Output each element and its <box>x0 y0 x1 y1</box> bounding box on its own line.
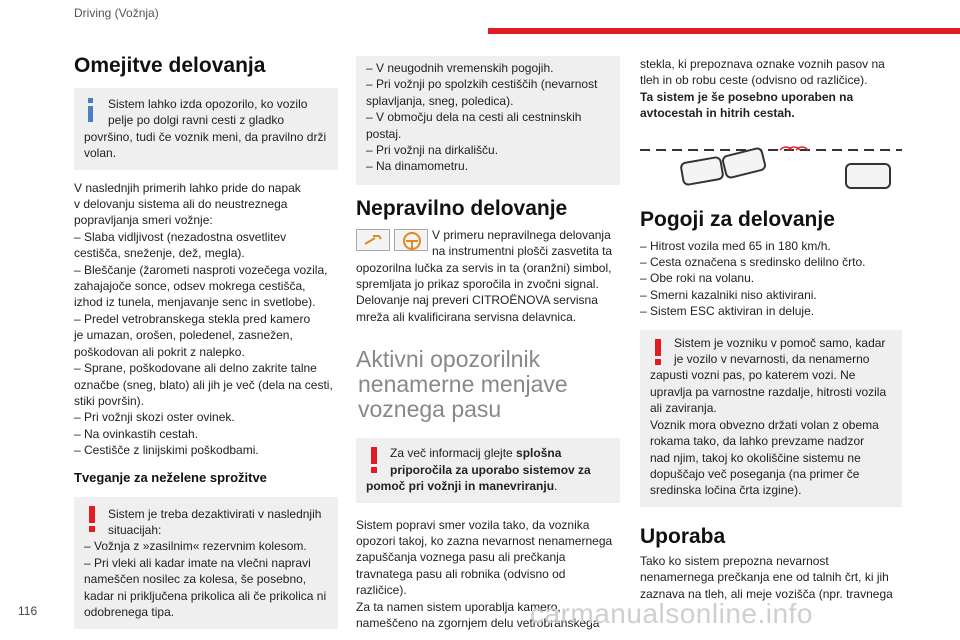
text-line: zahajajoče sonce, odsev mokrega cestišča, <box>74 279 306 294</box>
list-line: – Smerni kazalniki niso aktivirani. <box>640 287 817 302</box>
warning-text-line: rokama tako, da lahko prevzame nadzor <box>650 434 865 449</box>
warning-text-line: dopuščajo več poseganja (na primer če <box>650 466 860 481</box>
warning-text-line: je vozilo v nevarnosti, da nenamerno <box>674 352 870 367</box>
note-text-line: pomoč pri vožnji in manevriranju. <box>366 479 558 494</box>
service-warning-icon <box>356 229 390 251</box>
subtitle-unwanted-triggers: Tveganje za neželene sprožitve <box>74 469 267 485</box>
list-line: – V neugodnih vremenskih pogojih. <box>366 61 554 75</box>
list-line: – Hitrost vozila med 65 in 180 km/h. <box>640 238 831 253</box>
text-line: je umazan, orošen, poledenel, zasnežen, <box>74 328 293 343</box>
info-text-line: pelje po dolgi ravni cesti z gladko <box>108 113 285 128</box>
text-line: izhod iz tunela, menjavanje senc in svetlobe). <box>74 295 316 310</box>
text-line: Tako ko sistem prepozna nevarnost <box>640 553 829 568</box>
warning-box <box>640 330 902 507</box>
warning-text-line: – Vožnja z »zasilnim« rezervnim kolesom. <box>84 539 307 554</box>
text-line: spremljata jo prikaz sporočila in zvočni signal. <box>356 277 599 292</box>
text-line: v delovanju sistema ali do neustreznega <box>74 197 288 212</box>
warning-text-line: nad njim, takoj ko okoliščine sistemu ne <box>650 450 861 465</box>
title-line: Aktivni opozorilnik <box>356 346 541 373</box>
warning-text-line: odobrenega tipa. <box>84 604 175 619</box>
list-line: – Cesta označena s sredinsko delilno črto. <box>640 255 866 270</box>
text-line: V naslednjih primerih lahko pride do napak <box>74 180 301 195</box>
warning-text-line: situacijah: <box>108 522 162 537</box>
warning-text-line: zapusti vozni pas, po katerem vozi. Ne <box>650 368 856 383</box>
text-line: – Na ovinkastih cestah. <box>74 426 199 441</box>
text-line: mreža ali kvalificirana servisna delavnica. <box>356 309 577 324</box>
warning-text-line: Sistem je vozniku v pomoč samo, kadar <box>674 335 886 350</box>
lane-fault-icon <box>394 229 428 251</box>
note-text-line: priporočila za uporabo sistemov za <box>390 462 591 477</box>
text-line: Sistem popravi smer vozila tako, da voznika <box>356 517 590 532</box>
list-line: – V območju dela na cesti ali cestninskih <box>366 110 582 125</box>
warning-box <box>74 497 338 630</box>
warning-text-line: kadar ni priključena prikolica ali če prikolica ni <box>84 588 327 603</box>
fault-paragraph <box>356 227 620 325</box>
text-line: opozorilna lučka za servis in ta (oranžni) simbol, <box>356 260 612 275</box>
title-line: nenamerne menjave <box>358 371 568 398</box>
section-title-use: Uporaba <box>640 524 726 548</box>
text-line: travnatega pasu ali robnika (odvisno od <box>356 566 566 581</box>
list-line: – Pri vožnji po spolzkih cestiščih (nevarnost <box>366 77 598 92</box>
info-text-line: Sistem lahko izda opozorilo, ko vozilo <box>108 97 308 111</box>
text-line: na instrumentni plošči zasvetita ta <box>432 244 613 259</box>
list-line: splavljanja, sneg, poledica). <box>366 93 514 108</box>
conditions-list <box>640 238 902 320</box>
limitations-paragraph <box>74 180 338 459</box>
text-line: – Cestišče z linijskimi poškodbami. <box>74 443 259 458</box>
column-2 <box>356 56 620 631</box>
warning-text-line: sredinska ločina črta izgine). <box>650 483 802 498</box>
page-number: 116 <box>18 604 38 618</box>
text-line: poškodovan ali pokrit z nalepko. <box>74 344 245 359</box>
warning-text-line: upravlja pa varnostne razdalje, hitrosti vozila <box>650 384 887 399</box>
text-line: opozori takoj, ko zazna nevarnost nenamernega <box>356 533 613 548</box>
section-title-fault: Nepravilno delovanje <box>356 196 568 220</box>
text-line: tleh in ob robu ceste (odvisno od različice). <box>640 73 868 88</box>
warning-text-line: ali zaviranja. <box>650 401 717 416</box>
text-line: nenamernega prečkanja ene od talnih črt, ki jih <box>640 570 889 585</box>
text-line: različice). <box>356 583 407 598</box>
column-1 <box>74 48 338 629</box>
text-line: Za ta namen sistem uporablja kamero, <box>356 599 561 614</box>
column-3 <box>640 48 902 602</box>
text-line: – Bleščanje (žarometi nasproti vozečega vozila, <box>74 262 328 277</box>
text-line: zaznava na tleh, ali meje vozišča (npr. travnega <box>640 586 893 601</box>
warning-icon <box>370 447 378 473</box>
warning-icon <box>88 506 96 532</box>
text-line: stiki površin). <box>74 393 145 408</box>
info-box <box>74 88 338 170</box>
text-line: V primeru nepravilnega delovanja <box>432 227 611 242</box>
intro-paragraph <box>640 56 902 122</box>
warning-text-line: – Pri vleki ali kadar imate na vlečni napravi <box>84 555 311 570</box>
text-line: stekla, ki prepoznava oznake voznih pasov na <box>640 57 885 71</box>
list-line: postaj. <box>366 126 402 141</box>
list-line: – Sistem ESC aktiviran in deluje. <box>640 304 815 319</box>
section-title-limits: Omejitve delovanja <box>74 54 266 77</box>
header-title: Driving (Vožnja) <box>74 6 159 20</box>
use-paragraph <box>640 553 902 602</box>
watermark: carmanualsonline.info <box>530 598 813 629</box>
warning-text-line: Sistem je treba dezaktivirati v naslednjih <box>108 506 322 521</box>
text-line: – Slaba vidljivost (nezadostna osvetlitev <box>74 229 287 244</box>
text-line: popravljanja smeri vožnje: <box>74 213 213 228</box>
header-accent-bar <box>488 28 960 34</box>
text-line: – Sprane, poškodovane ali delno zakrite talne <box>74 361 317 376</box>
text-line: – Pri vožnji skozi oster ovinek. <box>74 410 235 425</box>
text-line: cestišča, sneženje, dež, megla). <box>74 246 245 261</box>
text-line: označbe (sneg, blato) ali jih je več (dela na cesti, <box>74 377 333 392</box>
warning-text-line: nameščen nosilec za kolesa, še posebno, <box>84 572 307 587</box>
info-text-line: površino, tudi če voznik meni, da pravilno drži <box>84 129 327 144</box>
section-title-conditions: Pogoji za delovanje <box>640 207 835 231</box>
list-line: – Obe roki na volanu. <box>640 271 755 286</box>
list-line: – Pri vožnji na dirkališču. <box>366 143 499 158</box>
text-line: Delovanje naj preveri CITROËNOVA servisna <box>356 293 598 308</box>
lane-departure-illustration <box>640 138 902 194</box>
warning-text-line: Voznik mora obvezno držati volan z obema <box>650 417 879 432</box>
list-box <box>356 56 620 185</box>
note-text-line: Za več informacij glejte splošna <box>390 446 562 461</box>
note-box <box>356 438 620 502</box>
list-line: – Na dinamometru. <box>366 159 469 174</box>
warning-icon <box>654 339 662 365</box>
title-line: voznega pasu <box>358 396 502 423</box>
text-line: zapuščanja voznega pasu ali prečkanja <box>356 550 566 565</box>
text-line: – Predel vetrobranskega stekla pred kamero <box>74 311 311 326</box>
info-icon <box>88 98 94 122</box>
info-text-line: volan. <box>84 146 117 161</box>
text-line: Ta sistem je še posebno uporaben na <box>640 89 854 104</box>
section-title-lane-assist <box>356 347 620 422</box>
text-line: avtocestah in hitrih cestah. <box>640 106 795 121</box>
text-line: nameščeno na zgornjem delu vetrobranskega <box>356 615 600 630</box>
